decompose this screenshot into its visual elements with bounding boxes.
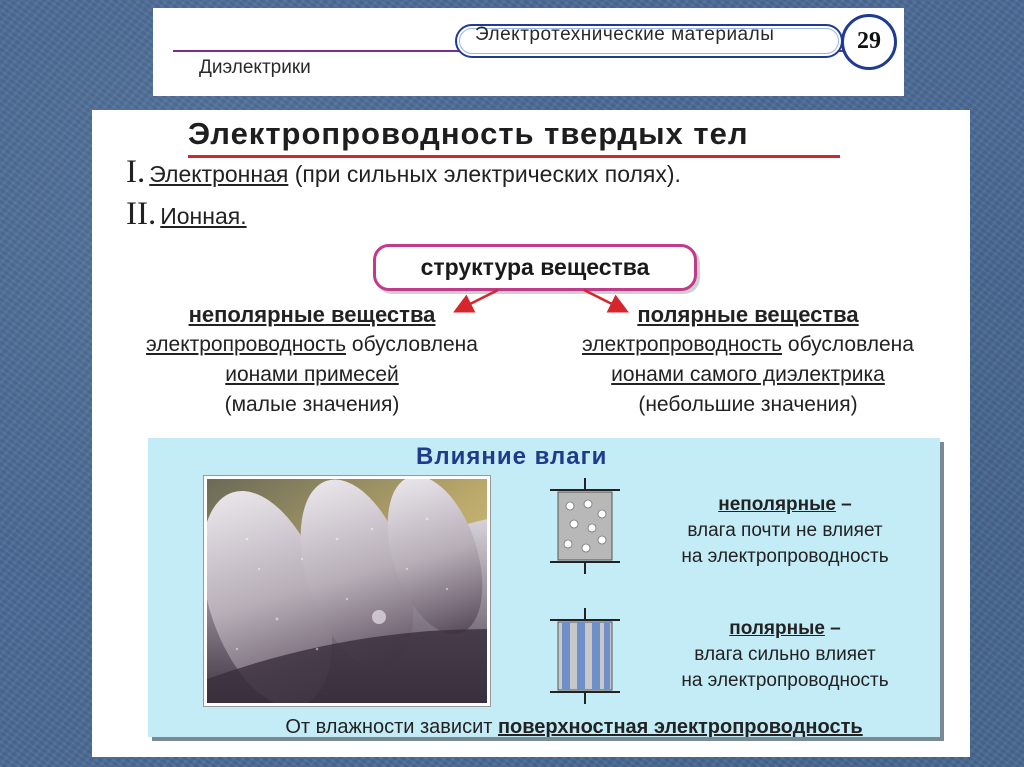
polar-diagram-icon [544,606,626,706]
list-item-text: (при сильных электрических полях). [288,161,681,187]
polar-moisture-head: полярные [729,618,825,639]
nonpolar-moisture-text [644,492,926,570]
header-banner [153,8,904,96]
list-item-term: Электронная [149,161,289,187]
list-item-electronic [126,154,681,191]
subsection-title: Диэлектрики [199,57,311,78]
structure-box [373,244,697,291]
nonpolar-moisture-line2: на электропроводность [681,546,889,567]
nonpolar-line3: (малые значения) [224,393,400,416]
nonpolar-heading: неполярные вещества [188,302,436,327]
section-title: Электротехнические материалы [475,24,775,45]
caused-by-text: обусловлена [782,333,914,356]
polar-moisture-line1: влага сильно влияет [694,644,876,665]
list-item-ionic [126,196,247,233]
conductivity-term: электропроводность [146,333,347,356]
nonpolar-diagram-icon [544,476,626,576]
footnote-bold: поверхностная электропроводность [497,716,863,738]
polar-moisture-text [644,616,926,694]
nonpolar-moisture-head: неполярные [718,494,836,515]
insulator-photo [204,476,490,706]
page-title: Электропроводность твердых тел [188,116,749,151]
polar-line1 [526,330,970,360]
polar-moisture-line2: на электропроводность [681,670,889,691]
structure-label: структура вещества [420,254,650,280]
moisture-title: Влияние влаги [416,443,608,470]
insulator-image [207,479,487,703]
caused-by-text: обусловлена [346,333,478,356]
nonpolar-line1 [92,330,532,360]
dash: – [835,494,852,515]
moisture-panel [148,438,940,737]
footnote-prefix: От влажности зависит [285,716,498,738]
polar-line3: (небольшие значения) [638,393,858,416]
polar-line2: ионами самого диэлектрика [611,363,885,386]
polar-column [526,300,970,420]
page-number-badge [841,14,897,70]
list-item-term: Ионная. [160,203,247,229]
nonpolar-line2: ионами примесей [225,363,399,386]
polar-moisture-head-row [644,616,926,642]
conductivity-term: электропроводность [582,333,783,356]
dash: – [824,618,841,639]
list-item-number: I. [126,154,146,190]
page-number: 29 [857,28,881,54]
moisture-footnote [204,716,944,739]
list-item-number: II. [126,196,157,232]
nonpolar-moisture-line1: влага почти не влияет [687,520,883,541]
polar-heading: полярные вещества [637,302,859,327]
nonpolar-moisture-head-row [644,492,926,518]
nonpolar-column [92,300,532,420]
content-card [92,110,970,757]
